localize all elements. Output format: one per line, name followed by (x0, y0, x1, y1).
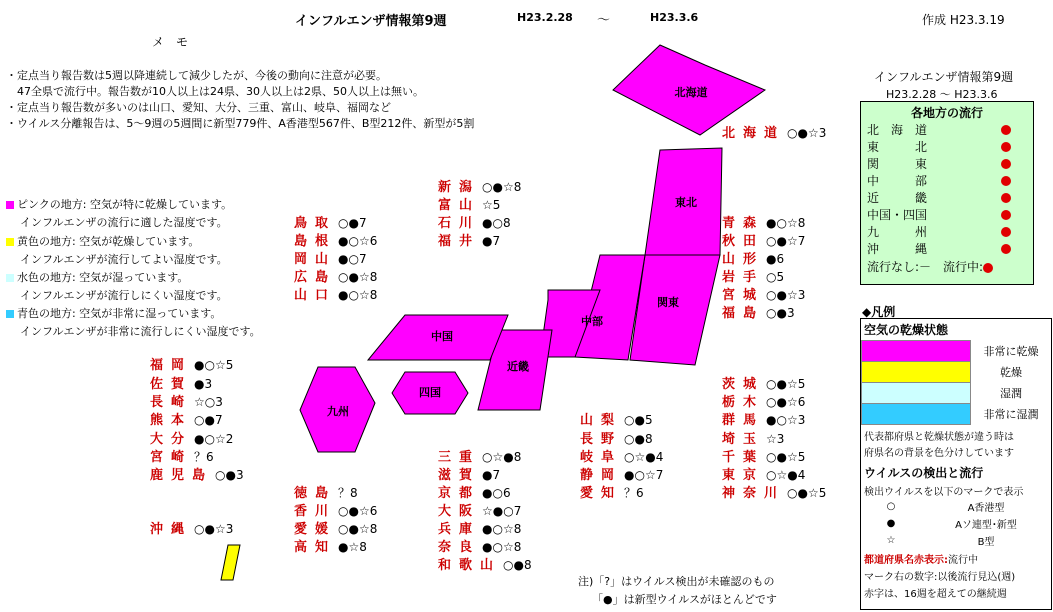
red-text-legend: 赤字は、16週を超えての継続週 (864, 589, 1007, 600)
prefecture-name: 新潟 (438, 180, 481, 195)
virus-marks: ○●7 (338, 216, 367, 230)
virus-marks: ●○8 (482, 216, 511, 230)
virus-sub: 検出ウイルスを以下のマークで表示 (864, 487, 1024, 498)
label-kinki: 近畿 (507, 360, 529, 373)
virus-mark-label: Aソ連型･新型 (955, 520, 1017, 531)
prefecture-entry (150, 354, 233, 373)
dryness-label: 乾燥 (1000, 365, 1022, 379)
virus-marks: ●○☆6 (338, 234, 378, 248)
prefecture-entry (150, 428, 233, 447)
virus-marks: ●○☆5 (194, 358, 234, 372)
prefecture-entry (438, 464, 500, 483)
outbreak-dot-icon (1001, 125, 1011, 135)
prefecture-name: 北海道 (722, 126, 786, 141)
region-row-label: 中国・四国 (867, 208, 928, 222)
legend-yellow-desc: インフルエンザが流行してよい湿度です。 (20, 253, 228, 266)
virus-marks: ○●☆5 (766, 450, 806, 464)
prefecture-name: 富山 (438, 198, 481, 213)
virus-marks: ○●☆8 (482, 180, 522, 194)
prefecture-entry (438, 230, 500, 249)
prefecture-entry (722, 284, 805, 303)
dryness-swatch (861, 382, 971, 404)
virus-mark-symbol: ☆ (886, 535, 896, 546)
prefecture-entry (294, 482, 358, 501)
prefecture-entry (294, 518, 377, 537)
prefecture-name: 神奈川 (722, 486, 786, 501)
prefecture-entry (294, 266, 377, 285)
legend-lightblue: 水色の地方: 空気が湿っています。 (6, 269, 188, 285)
dryness-row (861, 361, 1051, 382)
virus-marks: ●○☆2 (194, 432, 234, 446)
prefecture-entry (294, 248, 367, 267)
prefecture-name: 熊本 (150, 413, 193, 428)
prefecture-entry (294, 284, 377, 303)
region-row-label: 中 部 (867, 174, 928, 188)
prefecture-name: 奈良 (438, 540, 481, 555)
outbreak-dot-icon (1001, 176, 1011, 186)
virus-marks: ○●☆5 (787, 486, 827, 500)
region-row (867, 155, 1033, 172)
prefecture-entry (150, 518, 233, 537)
label-chugoku: 中国 (431, 330, 453, 343)
virus-mark-label: A香港型 (967, 503, 1005, 514)
status-line: 流行なし:－ 流行中: (861, 258, 1033, 275)
dryness-swatch (861, 403, 971, 425)
prefecture-entry (438, 518, 521, 537)
region-row-label: 九 州 (867, 225, 928, 239)
prefecture-name: 青森 (722, 216, 765, 231)
virus-marks: ●○☆8 (482, 540, 522, 554)
prefecture-name: 岩手 (722, 270, 765, 285)
prefecture-entry (722, 373, 805, 392)
legend-note-2: 府県名の背景を色分けしています (864, 448, 1014, 459)
prefecture-name: 福島 (722, 306, 765, 321)
prefecture-entry (722, 302, 795, 321)
virus-mark-row (861, 498, 1051, 515)
virus-marks: ○●☆8 (338, 270, 378, 284)
prefecture-entry (722, 266, 784, 285)
virus-marks: ☆○3 (194, 395, 223, 409)
prefecture-entry (722, 409, 805, 428)
prefecture-name: 静岡 (580, 468, 623, 483)
prefecture-entry (722, 248, 784, 267)
virus-marks: ●○☆7 (624, 468, 664, 482)
virus-marks: ○●3 (766, 306, 795, 320)
virus-marks: ☆5 (482, 198, 501, 212)
region-row (867, 223, 1033, 240)
virus-marks: ？6 (624, 486, 644, 500)
prefecture-entry (722, 446, 805, 465)
memo-line: ・ウイルス分離報告は、5～9週の5週間に新型779件、A香港型567件、B型212件、新型が5割 (6, 117, 475, 130)
virus-marks: ●○☆8 (766, 216, 806, 230)
prefecture-name: 広島 (294, 270, 337, 285)
region-row-label: 関 東 (867, 157, 928, 171)
prefecture-name: 大分 (150, 432, 193, 447)
dryness-title: 空気の乾燥状態 (864, 323, 949, 337)
region-row-label: 北 海 道 (867, 123, 928, 137)
created-date: 作成 H23.3.19 (922, 13, 1005, 27)
outbreak-dot-icon (1001, 142, 1011, 152)
prefecture-entry (722, 428, 784, 447)
virus-marks: ○☆●8 (482, 450, 522, 464)
region-row (867, 121, 1033, 138)
virus-marks: ●○☆8 (482, 522, 522, 536)
memo-heading: メ モ (152, 35, 189, 49)
prefecture-entry (580, 428, 653, 447)
prefecture-entry (438, 212, 511, 231)
legend-blue: 青色の地方: 空気が非常に湿っています。 (6, 305, 221, 321)
virus-marks: ●○☆3 (766, 413, 806, 427)
prefecture-name: 宮城 (722, 288, 765, 303)
legend-pink-desc: インフルエンザの流行に適した湿度です。 (20, 216, 228, 229)
prefecture-name: 愛媛 (294, 522, 337, 537)
prefecture-entry (150, 446, 214, 465)
prefecture-name: 福岡 (150, 358, 193, 373)
region-row-label: 沖 縄 (867, 242, 928, 256)
prefecture-entry (294, 212, 367, 231)
prefecture-name: 千葉 (722, 450, 765, 465)
table-title: 各地方の流行 (910, 106, 983, 120)
region-row (867, 240, 1033, 257)
label-tohoku: 東北 (675, 196, 697, 209)
dryness-label: 非常に乾燥 (983, 344, 1039, 358)
prefecture-entry (438, 194, 500, 213)
virus-marks: ○●☆3 (194, 522, 234, 536)
prefecture-name: 滋賀 (438, 468, 481, 483)
virus-marks: ○☆●4 (624, 450, 664, 464)
virus-title: ウイルスの検出と流行 (864, 466, 984, 480)
region-okinawa (221, 545, 240, 580)
prefecture-entry (722, 230, 805, 249)
label-hokkaido: 北海道 (674, 86, 708, 99)
virus-mark-row (861, 532, 1051, 549)
dryness-label: 湿潤 (1000, 386, 1022, 400)
side-dates: H23.2.28 ～ H23.3.6 (886, 88, 998, 101)
virus-marks: ●3 (194, 377, 213, 391)
virus-marks: ○●8 (624, 432, 653, 446)
virus-marks: ●○6 (482, 486, 511, 500)
prefecture-name: 和歌山 (438, 558, 502, 573)
prefecture-name: 埼玉 (722, 432, 765, 447)
prefecture-name: 東京 (722, 468, 765, 483)
prefecture-entry (150, 464, 244, 483)
legend-blue-desc: インフルエンザが非常に流行しにくい湿度です。 (20, 325, 261, 338)
prefecture-name: 兵庫 (438, 522, 481, 537)
virus-marks: ●6 (766, 252, 785, 266)
virus-marks: ☆3 (766, 432, 785, 446)
legend-note-1: 代表都府県と乾燥状態が違う時は (864, 432, 1014, 443)
prefecture-name: 宮崎 (150, 450, 193, 465)
prefecture-name: 群馬 (722, 413, 765, 428)
outbreak-dot-icon (1001, 159, 1011, 169)
virus-marks: ●○☆8 (338, 288, 378, 302)
prefecture-name: 高知 (294, 540, 337, 555)
dryness-row (861, 382, 1051, 403)
dryness-row (861, 403, 1051, 424)
region-row (867, 189, 1033, 206)
prefecture-name: 長野 (580, 432, 623, 447)
prefecture-entry (580, 482, 644, 501)
memo-line: 47全県で流行中。報告数が10人以上は24県、30人以上は2県、50人以上は無い。 (6, 85, 424, 98)
prefecture-entry (438, 500, 521, 519)
prefecture-entry (580, 446, 663, 465)
page-title: インフルエンザ情報第9週 (295, 14, 447, 29)
prefecture-entry (722, 212, 805, 231)
prefecture-entry (294, 230, 377, 249)
prefecture-entry (438, 446, 521, 465)
virus-marks: ○●8 (503, 558, 532, 572)
date-to: H23.3.6 (650, 11, 699, 24)
virus-mark-row (861, 515, 1051, 532)
prefecture-entry (580, 409, 653, 428)
prefecture-entry (150, 391, 223, 410)
outbreak-dot-icon (1001, 227, 1011, 237)
prefecture-entry (722, 122, 826, 141)
label-kyushu: 九州 (327, 405, 349, 418)
legend-pink: ピンクの地方: 空気が特に乾燥しています。 (6, 196, 232, 212)
virus-marks: ○☆●4 (766, 468, 806, 482)
prefecture-name: 鳥取 (294, 216, 337, 231)
prefecture-name: 栃木 (722, 395, 765, 410)
region-row-label: 近 畿 (867, 191, 928, 205)
prefecture-name: 大阪 (438, 504, 481, 519)
virus-marks: ☆●○7 (482, 504, 522, 518)
prefecture-entry (438, 176, 521, 195)
region-row (867, 172, 1033, 189)
virus-mark-symbol: ○ (886, 501, 896, 512)
prefecture-name: 佐賀 (150, 377, 193, 392)
prefecture-name: 徳島 (294, 486, 337, 501)
virus-marks: ○●5 (624, 413, 653, 427)
dryness-swatch (861, 361, 971, 383)
prefecture-name: 京都 (438, 486, 481, 501)
footnote-2: 「●」は新型ウイルスがほとんどです (592, 593, 777, 606)
memo-line: ・定点当り報告数が多いのは山口、愛知、大分、三重、富山、岐阜、福岡など (6, 101, 391, 114)
prefecture-name: 福井 (438, 234, 481, 249)
virus-marks: ○●☆6 (766, 395, 806, 409)
prefecture-name: 茨城 (722, 377, 765, 392)
outbreak-dot-icon (1001, 244, 1011, 254)
prefecture-entry (438, 554, 532, 573)
virus-mark-symbol: ● (886, 518, 896, 529)
prefecture-name: 香川 (294, 504, 337, 519)
virus-marks: ○●☆3 (787, 126, 827, 140)
virus-marks: ○5 (766, 270, 785, 284)
prefecture-entry (722, 464, 805, 483)
virus-marks: ○●3 (215, 468, 244, 482)
prefecture-name: 秋田 (722, 234, 765, 249)
side-title: インフルエンザ情報第9週 (874, 70, 1014, 84)
virus-marks: ○●☆3 (766, 288, 806, 302)
label-chubu: 中部 (581, 315, 603, 328)
region-status-table (860, 101, 1034, 285)
prefecture-name: 愛知 (580, 486, 623, 501)
prefecture-name: 山口 (294, 288, 337, 303)
region-kanto (630, 255, 720, 365)
prefecture-name: 岡山 (294, 252, 337, 267)
prefecture-name: 山梨 (580, 413, 623, 428)
prefecture-entry (294, 536, 367, 555)
legend-yellow: 黄色の地方: 空気が乾燥しています。 (6, 233, 199, 249)
prefecture-name: 山形 (722, 252, 765, 267)
virus-marks: ○●☆7 (766, 234, 806, 248)
prefecture-entry (722, 391, 805, 410)
virus-marks: ●7 (482, 468, 501, 482)
label-shikoku: 四国 (419, 386, 441, 399)
virus-marks: ？8 (338, 486, 358, 500)
prefecture-entry (150, 373, 212, 392)
memo-line: ・定点当り報告数は5週以降連続して減少したが、今後の動向に注意が必要。 (6, 69, 387, 82)
legend-title: ◆凡例 (862, 305, 896, 319)
prefecture-name: 石川 (438, 216, 481, 231)
outbreak-dot-icon (1001, 210, 1011, 220)
status-dot-icon (983, 263, 993, 273)
prefecture-name: 沖縄 (150, 522, 193, 537)
legend-lightblue-desc: インフルエンザが流行しにくい湿度です。 (20, 289, 228, 302)
date-tilde: ～ (597, 13, 611, 28)
red-legend: 都道府県名赤表示:流行中 (864, 555, 978, 566)
prefecture-entry (294, 500, 377, 519)
prefecture-name: 島根 (294, 234, 337, 249)
virus-marks: ○●7 (194, 413, 223, 427)
legend-box (860, 318, 1052, 610)
virus-mark-label: B型 (977, 537, 995, 548)
outbreak-dot-icon (1001, 193, 1011, 203)
dryness-swatch (861, 340, 971, 362)
prefecture-entry (150, 409, 223, 428)
date-from: H23.2.28 (517, 11, 573, 24)
prefecture-name: 岐阜 (580, 450, 623, 465)
prefecture-name: 三重 (438, 450, 481, 465)
dryness-row (861, 340, 1051, 361)
region-row (867, 138, 1033, 155)
region-row-label: 東 北 (867, 140, 928, 154)
footnote-1: 注)「?」はウイルス検出が未確認のもの (578, 575, 775, 588)
label-kanto: 関東 (657, 296, 679, 309)
virus-marks: ○●☆5 (766, 377, 806, 391)
prefecture-entry (438, 536, 521, 555)
virus-marks: ●☆8 (338, 540, 367, 554)
dryness-label: 非常に湿潤 (983, 407, 1039, 421)
prefecture-entry (580, 464, 663, 483)
prefecture-entry (438, 482, 511, 501)
prefecture-name: 長崎 (150, 395, 193, 410)
virus-marks: ○●☆8 (338, 522, 378, 536)
prefecture-entry (722, 482, 826, 501)
region-row (867, 206, 1033, 223)
virus-marks: ？6 (194, 450, 214, 464)
prefecture-name: 鹿児島 (150, 468, 214, 483)
virus-marks: ●7 (482, 234, 501, 248)
number-legend: マーク右の数字:以後流行見込(週) (864, 572, 1016, 583)
virus-marks: ○●☆6 (338, 504, 378, 518)
virus-marks: ●○7 (338, 252, 367, 266)
